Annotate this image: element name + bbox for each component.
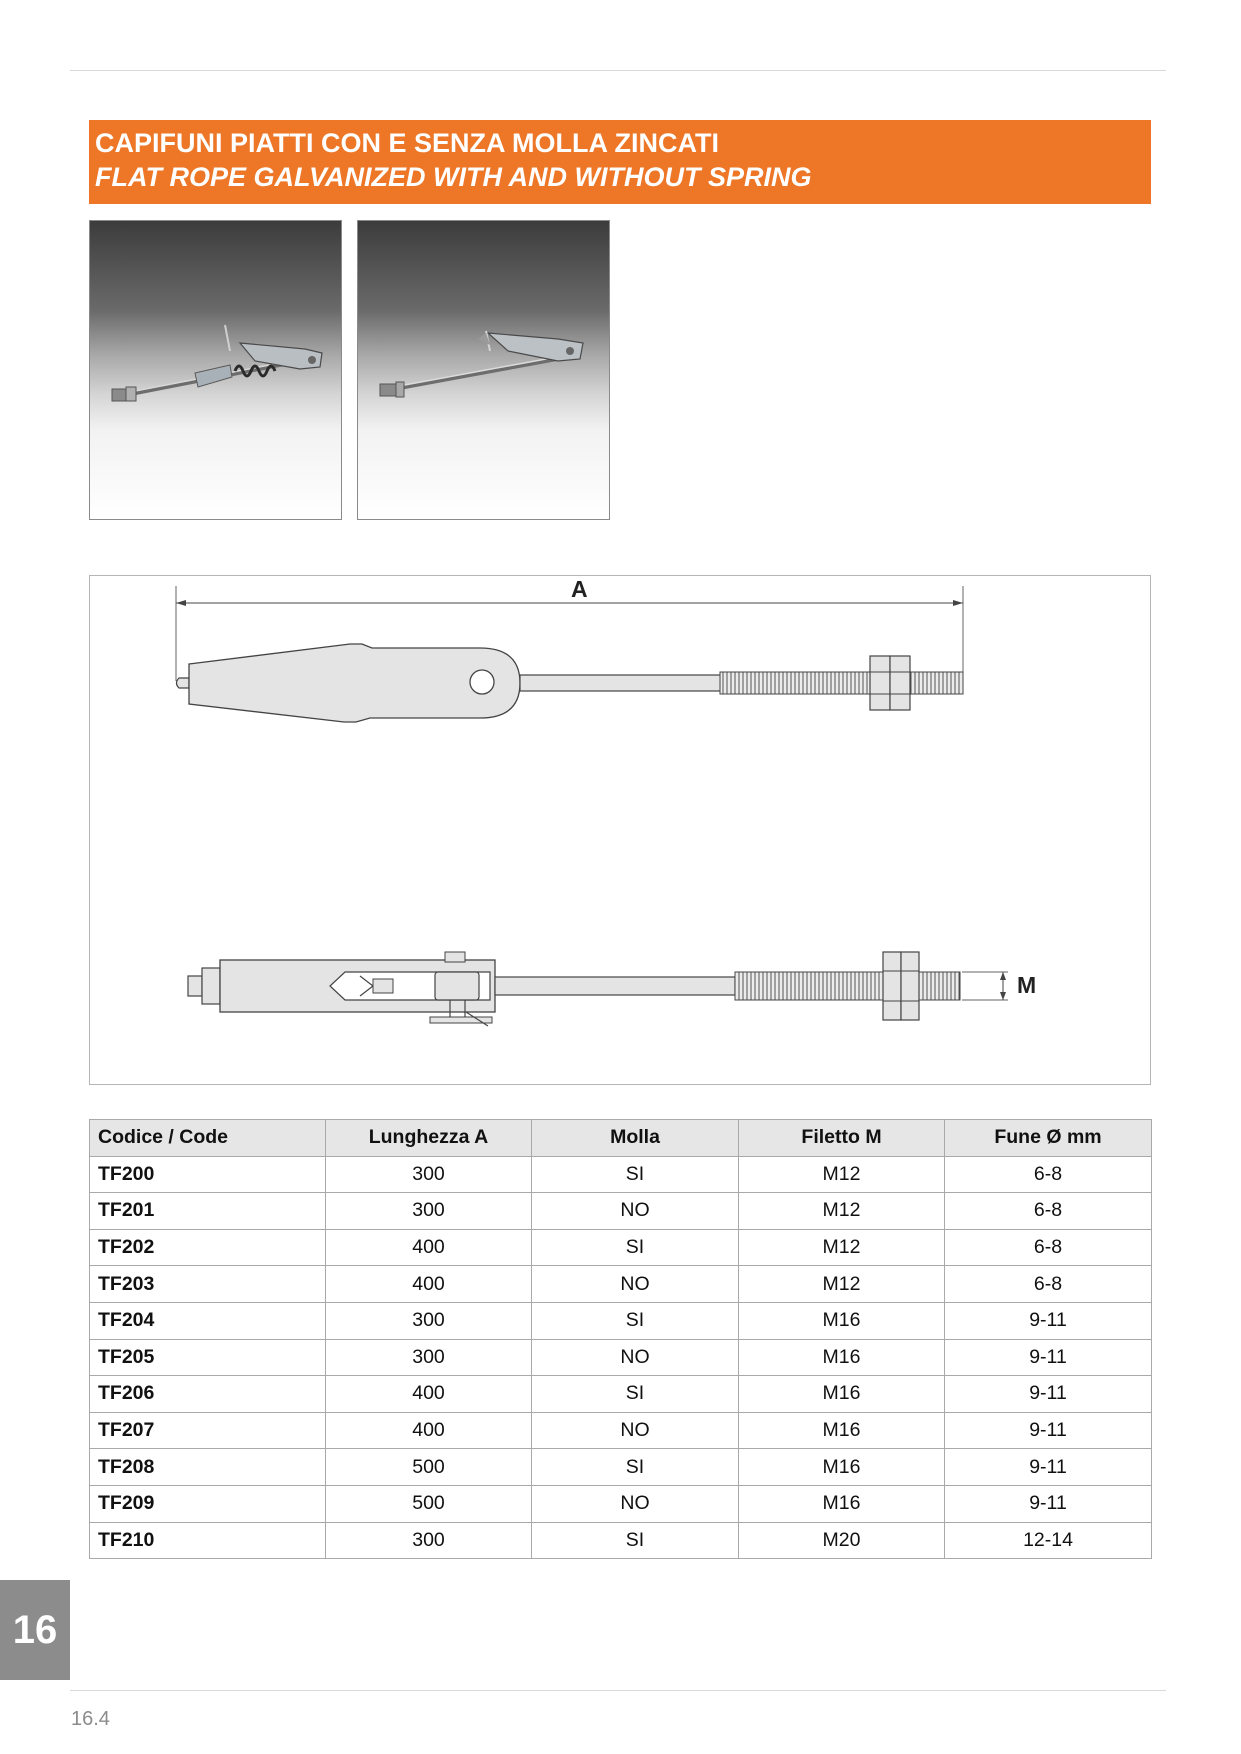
cell-thread: M12: [739, 1229, 945, 1266]
table-row: [90, 1485, 1152, 1522]
cell-rope-diameter: 9-11: [945, 1339, 1152, 1376]
cell-spring: SI: [532, 1522, 739, 1559]
cell-thread: M16: [739, 1412, 945, 1449]
cell-rope-diameter: 9-11: [945, 1376, 1152, 1413]
table-row: [90, 1412, 1152, 1449]
cell-thread: M16: [739, 1302, 945, 1339]
cell-thread: M16: [739, 1339, 945, 1376]
table-row: [90, 1229, 1152, 1266]
section-tab: 16: [0, 1580, 70, 1680]
technical-drawing: [89, 575, 1151, 1085]
cell-code: TF206: [90, 1376, 326, 1413]
table-row: [90, 1339, 1152, 1376]
cell-thread: M12: [739, 1193, 945, 1230]
header-spring: Molla: [532, 1120, 739, 1157]
cell-spring: SI: [532, 1156, 739, 1193]
table-row: [90, 1376, 1152, 1413]
product-photo-without-spring: [357, 220, 610, 520]
cell-thread: M16: [739, 1449, 945, 1486]
cell-code: TF203: [90, 1266, 326, 1303]
cell-thread: M16: [739, 1376, 945, 1413]
table-header-row: [90, 1120, 1152, 1157]
cell-length: 500: [326, 1485, 532, 1522]
cell-code: TF210: [90, 1522, 326, 1559]
cell-thread: M12: [739, 1266, 945, 1303]
title-band: [89, 120, 1151, 204]
header-thread: Filetto M: [739, 1120, 945, 1157]
cell-length: 400: [326, 1229, 532, 1266]
table-row: [90, 1193, 1152, 1230]
cell-thread: M20: [739, 1522, 945, 1559]
specification-table: [89, 1119, 1152, 1559]
cell-rope-diameter: 9-11: [945, 1449, 1152, 1486]
cell-code: TF207: [90, 1412, 326, 1449]
cell-rope-diameter: 6-8: [945, 1229, 1152, 1266]
cell-length: 400: [326, 1266, 532, 1303]
top-divider: [70, 70, 1166, 71]
cell-spring: SI: [532, 1449, 739, 1486]
cell-code: TF205: [90, 1339, 326, 1376]
header-code: Codice / Code: [90, 1120, 326, 1157]
cell-rope-diameter: 9-11: [945, 1412, 1152, 1449]
cell-length: 400: [326, 1376, 532, 1413]
table-row: [90, 1156, 1152, 1193]
cell-spring: SI: [532, 1302, 739, 1339]
cell-code: TF209: [90, 1485, 326, 1522]
cell-thread: M16: [739, 1485, 945, 1522]
cell-rope-diameter: 9-11: [945, 1302, 1152, 1339]
cell-code: TF204: [90, 1302, 326, 1339]
cell-spring: NO: [532, 1266, 739, 1303]
dimension-a-label: A: [571, 576, 588, 602]
cell-code: TF208: [90, 1449, 326, 1486]
page-number: 16.4: [71, 1708, 110, 1730]
dimension-m-label: M: [1017, 972, 1037, 998]
cell-spring: SI: [532, 1229, 739, 1266]
cell-rope-diameter: 12-14: [945, 1522, 1152, 1559]
cell-rope-diameter: 6-8: [945, 1193, 1152, 1230]
cell-code: TF200: [90, 1156, 326, 1193]
cell-spring: NO: [532, 1412, 739, 1449]
cell-rope-diameter: 9-11: [945, 1485, 1152, 1522]
cell-spring: NO: [532, 1193, 739, 1230]
cell-length: 300: [326, 1193, 532, 1230]
cell-rope-diameter: 6-8: [945, 1156, 1152, 1193]
cell-length: 500: [326, 1449, 532, 1486]
table-row: [90, 1266, 1152, 1303]
cell-length: 400: [326, 1412, 532, 1449]
cell-length: 300: [326, 1156, 532, 1193]
cell-code: TF201: [90, 1193, 326, 1230]
cell-rope-diameter: 6-8: [945, 1266, 1152, 1303]
product-photo-with-spring: [89, 220, 342, 520]
title-english: FLAT ROPE GALVANIZED WITH AND WITHOUT SPRING: [95, 162, 812, 192]
cell-length: 300: [326, 1522, 532, 1559]
bottom-divider: [70, 1690, 1166, 1691]
cell-spring: NO: [532, 1485, 739, 1522]
table-row: [90, 1302, 1152, 1339]
cell-thread: M12: [739, 1156, 945, 1193]
table-row: [90, 1522, 1152, 1559]
cell-length: 300: [326, 1339, 532, 1376]
cell-code: TF202: [90, 1229, 326, 1266]
title-italian: CAPIFUNI PIATTI CON E SENZA MOLLA ZINCATI: [95, 128, 719, 158]
header-length: Lunghezza A: [326, 1120, 532, 1157]
cell-length: 300: [326, 1302, 532, 1339]
header-rope-diameter: Fune Ø mm: [945, 1120, 1152, 1157]
cell-spring: NO: [532, 1339, 739, 1376]
cell-spring: SI: [532, 1376, 739, 1413]
table-row: [90, 1449, 1152, 1486]
